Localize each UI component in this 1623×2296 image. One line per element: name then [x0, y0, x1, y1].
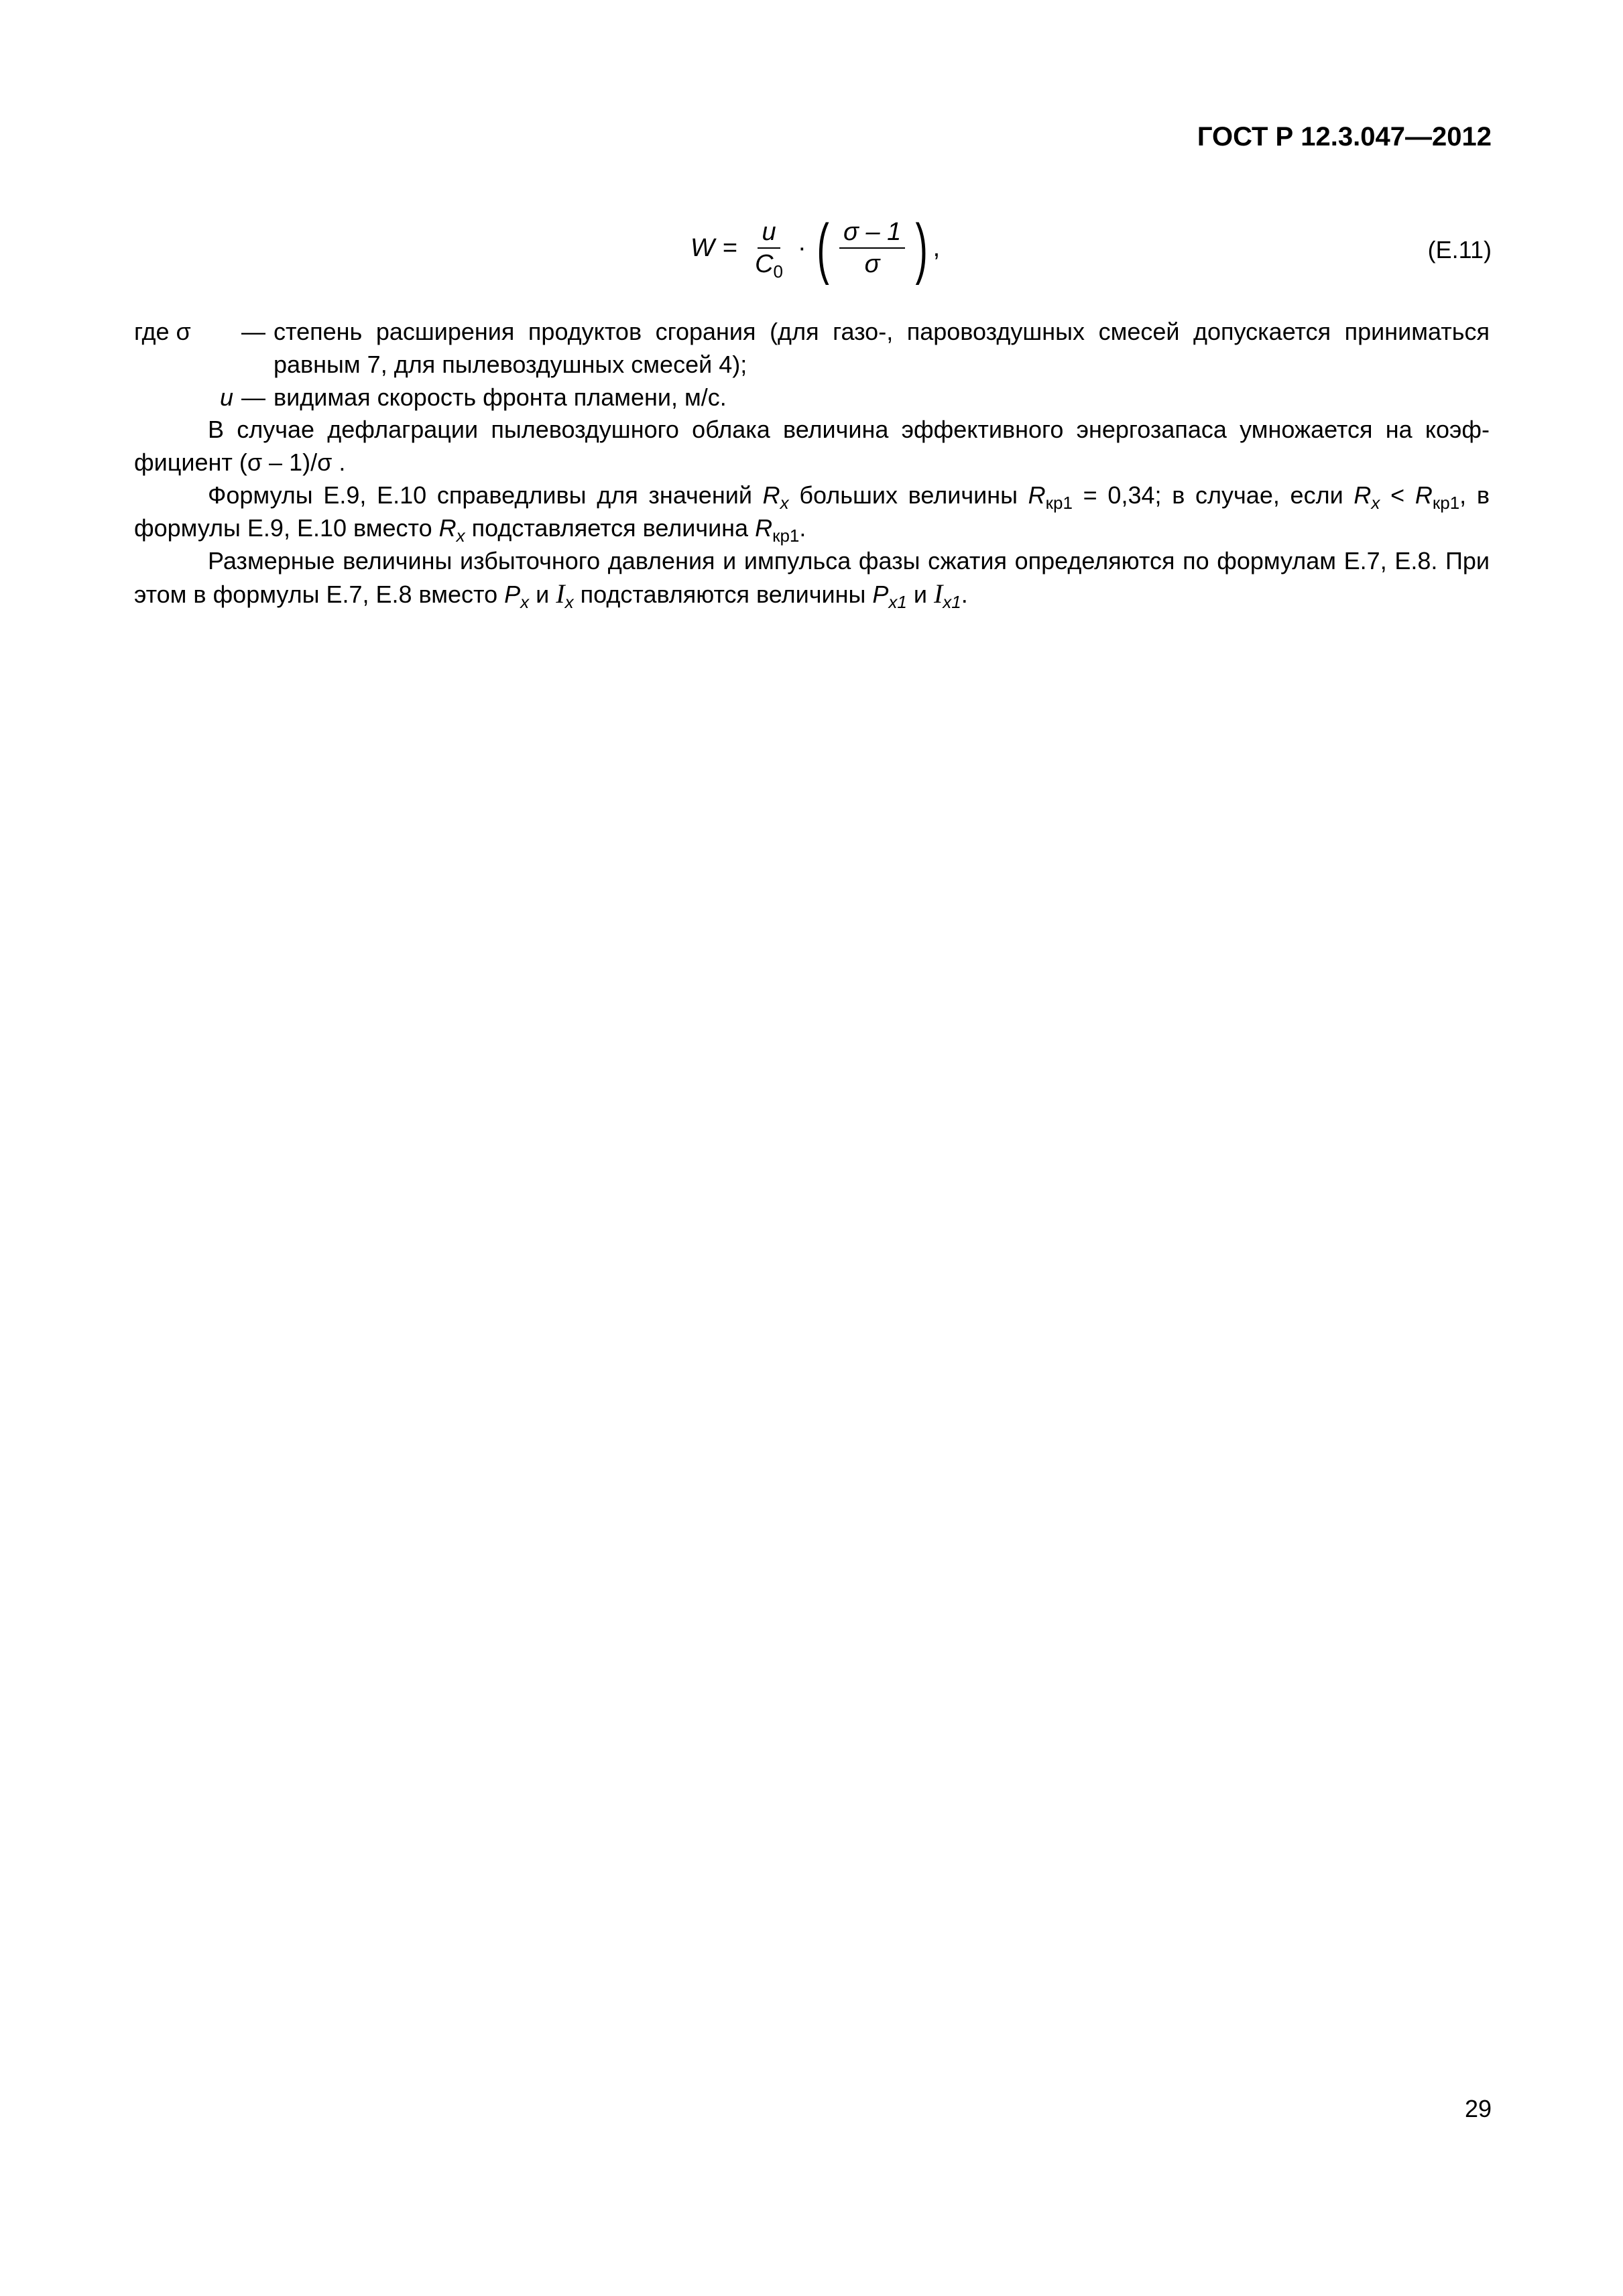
symbol-p: P — [504, 581, 521, 608]
definition-sigma — [134, 315, 1490, 381]
text-run: больших величины — [788, 481, 1028, 509]
eq-frac2-numerator: σ – 1 — [839, 219, 905, 249]
definition-dash: — — [241, 318, 265, 345]
definition-term: u — [219, 383, 233, 411]
symbol-r: R — [1354, 481, 1372, 509]
symbol-r: R — [438, 514, 457, 542]
subscript-x: x — [564, 592, 574, 612]
eq-frac2-denominator: σ — [864, 250, 880, 278]
subscript-x: x — [780, 493, 789, 513]
eq-fraction-u-c0 — [751, 218, 787, 282]
document-code: ГОСТ Р 12.3.047—2012 — [1197, 122, 1492, 152]
text-run: . — [799, 514, 806, 542]
text-run: , в формулы Е.9, Е.10 вместо — [134, 481, 1490, 542]
subscript-x: x — [520, 592, 530, 612]
symbol-r: R — [755, 514, 773, 542]
text-run: . — [961, 581, 968, 608]
eq-dot: · — [798, 233, 806, 262]
subscript-x1: x1 — [943, 592, 961, 612]
eq-fraction-sigma — [839, 219, 905, 277]
text-run: и — [906, 581, 934, 608]
body-text — [134, 413, 1490, 611]
text-run: Размерные величины избыточного давления и импульса фазы сжатия определяются по формулам Е.7, Е.8. При этом в формулы Е.7, Е.8 вместо — [134, 547, 1490, 608]
paragraph-formulas-rx — [134, 479, 1490, 544]
symbol-i: I — [933, 579, 943, 609]
eq-frac1-numerator: u — [758, 219, 780, 249]
eq-frac1-den-sub: 0 — [773, 261, 783, 282]
definition-u — [134, 381, 1490, 414]
subscript-kp1: кр1 — [1432, 493, 1460, 513]
paragraph-deflagration: В случае дефлаграции пылевоздушного облака величина эффективного энергозапаса умножается на коэф-фициент (σ – 1)/σ . — [134, 416, 1490, 476]
subscript-x: x — [456, 526, 465, 546]
symbol-i: I — [556, 579, 565, 609]
subscript-x1: x1 — [888, 592, 907, 612]
eq-frac1-den-c: C — [755, 250, 774, 278]
equation-e11 — [0, 201, 1623, 295]
eq-trailing-comma: , — [933, 233, 941, 262]
eq-equals: = — [722, 233, 738, 262]
text-run: подставляется величина — [465, 514, 756, 542]
text-run: и — [529, 581, 556, 608]
symbol-r: R — [1028, 481, 1046, 509]
eq-left-paren: ( — [817, 210, 829, 286]
equation-number: (Е.11) — [1427, 236, 1492, 263]
definition-term: где σ — [134, 318, 191, 345]
definitions-list — [134, 315, 1490, 414]
text-run: подставляются величины — [573, 581, 873, 608]
equation-formula — [690, 201, 940, 295]
definition-desc: видимая скорость фронта пламени, м/с. — [274, 383, 727, 411]
subscript-kp1: кр1 — [772, 526, 800, 546]
eq-lhs: W — [690, 233, 715, 262]
subscript-x: x — [1371, 493, 1380, 513]
paragraph-dimensional-values — [134, 544, 1490, 611]
subscript-kp1: кр1 — [1045, 493, 1073, 513]
symbol-r: R — [762, 481, 780, 509]
definition-desc: степень расширения продуктов сгорания (для газо-, паровоздушных смесей допускается приниматься равным 7, для пылевоздушных смесей 4); — [274, 318, 1490, 378]
page-number: 29 — [1464, 2095, 1492, 2122]
text-run: < — [1380, 481, 1415, 509]
symbol-r: R — [1415, 481, 1433, 509]
text-run: Формулы Е.9, Е.10 справедливы для значений — [208, 481, 763, 509]
eq-right-paren: ) — [915, 210, 928, 286]
text-run: = 0,34; в случае, если — [1072, 481, 1354, 509]
symbol-p: P — [872, 581, 889, 608]
definition-dash: — — [241, 383, 265, 411]
eq-frac1-denominator — [751, 249, 787, 282]
